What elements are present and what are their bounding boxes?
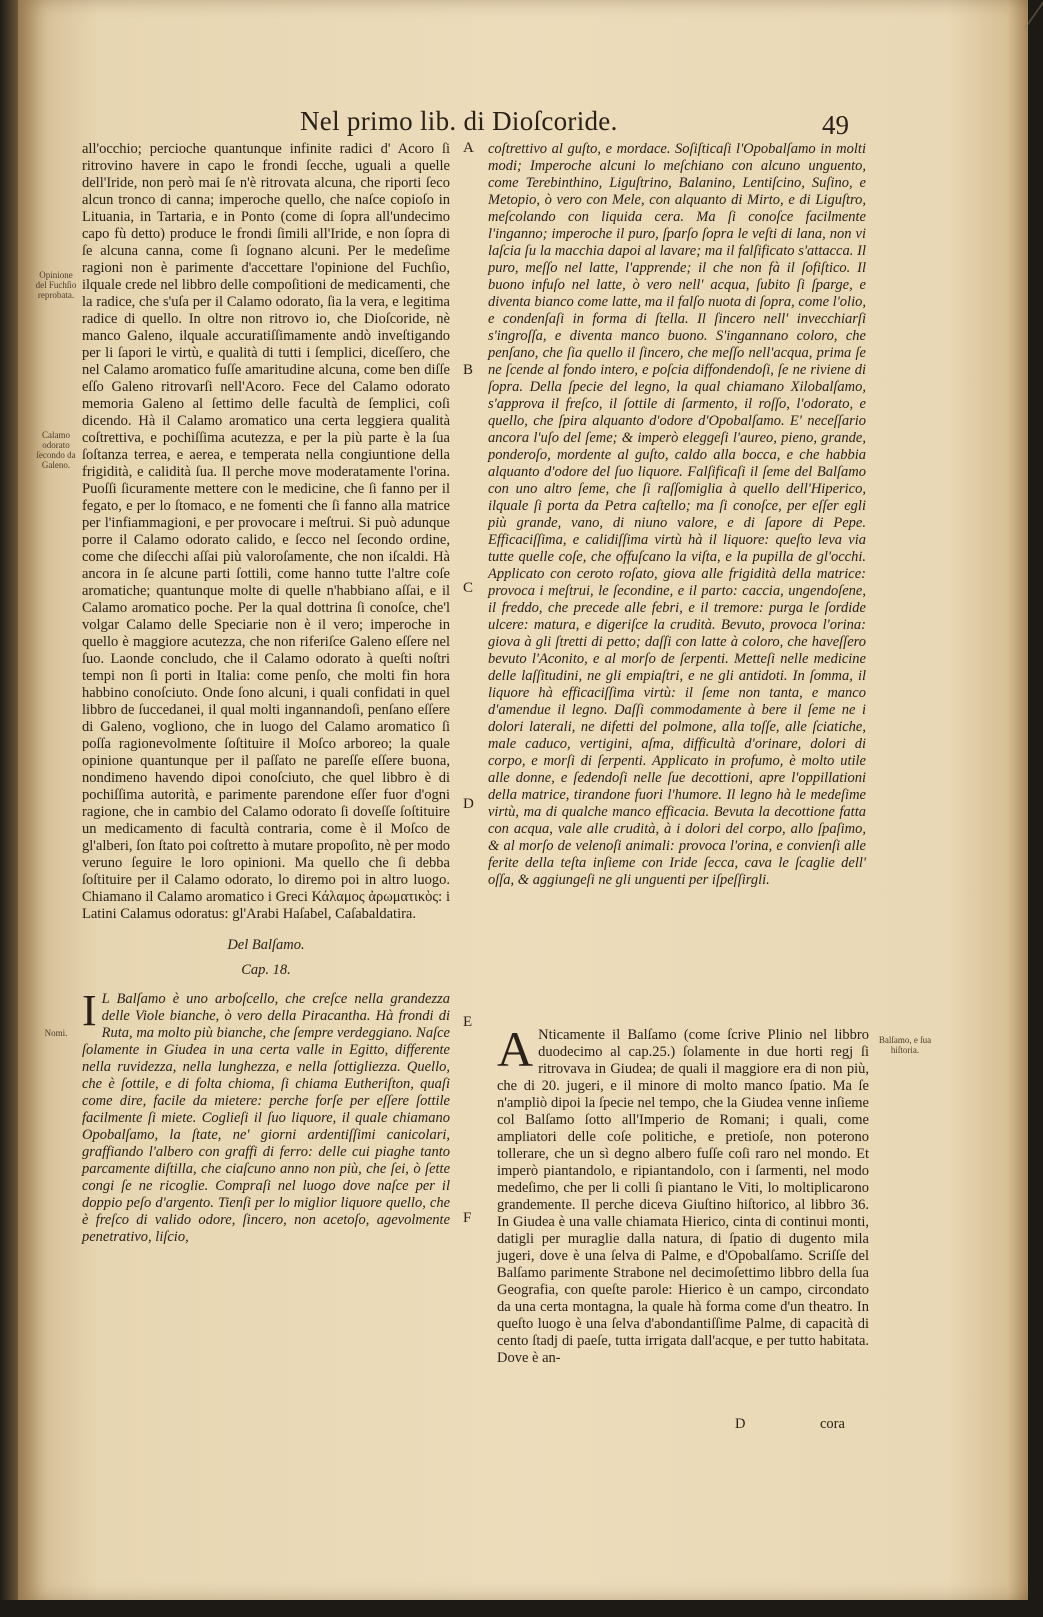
chapter-number: Cap. 18. — [241, 962, 291, 978]
balsamo-body: L Balſamo è uno arboſcello, che creſce nella grandezza delle Viole bianche, ò vero della Piracantha. Hà frondi di Ruta, ma molto più bianche, che ſempre verdeggiano. Naſce ſolamente in Giudea in una certa valle in Egitto, differente nella ruvidezza, nella lunghezza, e nella ſottigliezza. Quello, che è ſottile, e di folta chioma, ſi chiama Eutheriſton, quaſi come dire, facile da mietere: perche forſe per eſſere ſottile facilmente ſi miete. Coglieſi il ſuo liquore, il quale chiamano Opobalſamo, la ſtate, ne' giorni ardentiſſimi canicolari, graffiando l'albero con graffi di ferro: delle cui piaghe tanto parcamente diſtilla, che ciaſcuno anno non più, che ſei, ò ſette congi ſe ne ricoglie. Compraſi nel luogo dove naſce per il doppio peſo d'argento. Tienſi per lo miglior liquore quello, che è freſco di valido odore, ſincero, non acetoſo, agevolmente penetrativo, liſcio, — [82, 991, 450, 1245]
section-letter-f: F — [463, 1210, 472, 1226]
section-letter-a: A — [463, 140, 474, 156]
calamo-text: all'occhio; percioche quantunque infinite radici d' Acoro ſi ritrovino havere in capo le frondi ſecche, uguali a quelle dell'Iride, non però mai ſe n'è ritrovata alcuna, che riporti ſeco alcun tronco di canna; imperoche quello, che naſce copioſo in Lituania, in Tartaria, e in Ponto (come di ſopra all'undecimo capo fù detto) produce le frondi ſimili all'Iride, e non ſopra di ſe alcuna canna, come ſi ſognano alcuni. Per le medeſime ragioni non è parimente d'accettare l'opinione del Fuchſio, ilquale crede nel libbro delle compoſitioni de medicamenti, che la radice, che s'uſa per il Calamo odorato, ſia la vera, e legitima radice di quello. In oltre non ritrovo io, che Dioſcoride, nè manco Galeno, ilquale accuratiſſimamente andò inveſtigando per li ſapori le virtù, e qualità di tutti i ſemplici, diceſſero, che nel Calamo aromatico fuſſe amaritudine alcuna, come ben diſſe eſſo Galeno ritrovarſi nell'Acoro. Fece del Calamo odorato memoria Galeno al ſettimo delle facultà de ſemplici, coſi dicendo. Hà il Calamo aromatico una certa leggiera qualità coſtrettiva, e pochiſſima acutezza, e per la più parte è la ſua ſoſtanza terrea, e aerea, e temperata nella congiuntione della frigidità, e calidità ſua. Il perche move moderatamente l'orina. Puoſſi ſicuramente mettere con le medicine, che ſi fanno per il fegato, e per lo ſtomaco, e ne fomenti che ſi fanno alla matrice per l'infiammagioni, e per provocare i meſtrui. Si può adunque porre il Calamo odorato calido, e ſecco nel ſecondo ordine, come che diſecchi aſſai più valoroſamente, che non iſcaldi. Hà ancora in ſe alcune parti ſottili, come hanno tutte l'altre coſe aromatiche; quantunque molte di quelle n'habbiano aſſai, e il Calamo aromatico poche. Per la qual dottrina ſi conoſce, che'l volgar Calamo delle Speciarie non è il vero; imperoche in quello è maggiore acutezza, che non riferiſce Galeno eſſere nel ſuo. Laonde concludo, che il Calamo odorato à queſti noſtri tempi non ſi porti in Italia: come penſo, che molti fin hora habbino conoſciuto. Onde ſono alcuni, i quali confidati in quel libbro de ſuccedanei, il qual molti ingannandoſi, penſano eſſere di Galeno, vogliono, che in luogo del Calamo aromatico ſi poſſa ragionevolmente ſoſtituire il Moſco arboreo; la quale opinione quantunque per il paſſato ne pareſſe eſſere buona, nondimeno havendo dipoi conoſciuto, che quel libbro è di pochiſſima autorità, e parimente parendone eſſer fuor d'ogni ragione, che in cambio del Calamo odorato ſi doveſſe ſoſtituire un medicamento di facultà contraria, come è il Moſco de gl'alberi, ſon ſtato poi coſtretto à mutare propoſito, nè per modo veruno ſeguire le loro opinioni. Ma quello che ſi debba ſoſtituire per il Calamo odorato, lo diremo poi in altro luogo. Chiamano il Calamo aromatico i Greci Κάλαμος ἀρωματικὸς: i Latini Calamus odoratus: gl'Arabi Haſabel, Caſabaldatira. — [82, 141, 450, 922]
margin-note-calamo: Calamo odorato ſecondo da Galeno. — [36, 430, 76, 470]
catchword: cora — [820, 1416, 845, 1432]
history-text — [497, 1021, 869, 1367]
page-corner-mark — [1002, 0, 1043, 28]
right-column — [488, 141, 866, 889]
section-letter-d: D — [463, 796, 474, 812]
margin-note-nomi: Nomi. — [44, 1028, 68, 1038]
section-letter-b: B — [463, 362, 474, 378]
margin-note-fuchsio: Opinione del Fuchſio reprobata. — [35, 270, 77, 300]
balsamo-text — [82, 986, 450, 1246]
drop-cap-i: I — [82, 986, 97, 1035]
section-letter-c: C — [463, 580, 474, 596]
opobalsamo-text: coſtrettivo al guſto, e mordace. Soſiſticaſi l'Opobalſamo in molti modi; Imperoche alcuni lo meſchiano con alcuno unguento, come Terebinthino, Liguſtrino, Balanino, Lentiſcino, Suſino, e Metopio, ò vero con Mele, con alquanto di Mirto, e di Liguſtro, meſcolando con liquida cera. Ma ſi conoſce facilmente l'inganno; imperoche il puro, ſparſo ſopra le veſti di lana, non vi laſcia ſu la macchia dapoi al lavare; ma il falſificato s'attacca. Il puro, meſſo nel latte, l'apprende; il che non fà il ſofiſtico. Il buono infuſo nel latte, ò vero nell' acqua, ſubito ſi ſparge, e diventa bianco come latte, ma il falſo nuota di ſopra, come l'olio, e condenſaſi in forma di ſtella. Il ſincero nell' invecchiarſi s'ingroſſa, e diventa manco buono. S'ingannano coloro, che penſano, che ſia quello il ſincero, che meſſo nell'acqua, prima ſe ne ſcende al fondo intero, e poſcia diffondendoſi, ſe ne riviene di ſopra. Della ſpecie del legno, la qual chiamano Xilobalſamo, s'approva il freſco, il ſottile di ſarmento, il roſſo, l'odorato, e quello, che ſpira alquanto d'odore d'Opobalſamo. E' neceſſario ancora l'uſo del ſeme; & imperò eleggeſi l'aureo, pieno, grande, ponderoſo, mordente al guſto, caldo alla bocca, e che habbia alquanto d'odore del ſuo liquore. Falſificaſi il ſeme del Balſamo con uno altro ſeme, che ſi raſſomiglia à quello dell'Hiperico, ilquale ſi porta da Petra caſtello; ma ſi conoſce, per eſſer egli più grande, vano, di niuno valore, e di ſapore di Pepe. Efficaciſſima, e calidiſſima virtù hà il liquore: queſto leva via tutte quelle coſe, che offuſcano la viſta, e la pupilla de gl'occhi. Applicato con ceroto roſato, giova alle frigidità della matrice: provoca i meſtrui, le ſecondine, e il parto: caccia, ungendoſene, il freddo, che precede alle febri, e il tremore: purga le ſordide ulcere: matura, e digeriſce la crudità. Bevuto, provoca l'orina: giova à gli ſtretti di petto; daſſi con latte à coloro, che haveſſero bevuto l'Aconito, e al morſo de ſerpenti. Metteſi nelle medicine delle laſſitudini, ne gli empiaſtri, e ne gli antidoti. In ſomma, il liquore hà efficaciſſima virtù: il ſeme non tanta, e manco d'amendue il legno. Daſſi commodamente à bere il ſeme ne i dolori laterali, ne difetti del polmone, alla toſſe, alle ſciatiche, male caduco, vertigini, aſma, difficultà d'orinare, dolori di corpo, e morſi di ſerpenti. Applicato in profumo, è molto utile alle donne, e ſedendoſi nelle ſue decottioni, apre l'oppillationi della matrice, tirandone fuori l'humore. Il legno hà le medeſime virtù, ma di qualche manco efficacia. Bevuta la decottione fatta con acqua, vale alle crudità, à i dolori del corpo, allo ſpaſimo, & al morſo de velenoſi animali: provoca l'orina, e convienſi alle ferite della teſta inſieme con Iride ſecca, cava le ſcaglie dell' oſſa, & aggiungeſi ne gli unguenti per iſpeſſirgli. — [488, 141, 866, 888]
page-number: 49 — [822, 110, 849, 140]
bottom-shadow — [0, 1600, 1043, 1617]
left-column — [82, 141, 450, 1246]
margin-note-balsamo: Balſamo, e ſua hiſtoria. — [878, 1035, 932, 1055]
section-title: Del Balſamo. — [227, 937, 305, 953]
history-body: Nticamente il Balſamo (come ſcrive Plinio nel libbro duodecimo al cap.25.) ſolamente in due horti regj ſi ritrovava in Giudea; de quali il maggiore era di non più, che di 20. jugeri, e il minore di molto manco ſpatio. Ma ſe n'ampliò dipoi la ſpecie nel tempo, che la Giudea venne inſieme col Balſamo ſotto all'Imperio de Romani; i quali, come ampliatori delle coſe politiche, e pretioſe, non poterono tollerare, che un sì degno albero fuſſe coſi raro nel mondo. Et imperò piantandolo, e ripiantandolo, con i ſarmenti, nel modo medeſimo, che per li colli ſi piantano le Viti, lo moltiplicarono grandemente. Il perche diceva Giuſtino hiſtorico, al libbro 36. In Giudea è una valle chiamata Hierico, cinta di continui monti, datigli per muraglie dalla natura, di ſpatio di dugento mila jugeri, dove è una ſelva di Palme, e d'Opobalſamo. Scriſſe del Balſamo parimente Strabone nel decimoſettimo libbro della ſua Geografia, con queſte parole: Hierico è un campo, circondato da una certa montagna, la quale hà forma come d'un theatro. In queſto luogo è una ſelva d'abondantiſſime Palme, di capacità di cento ſtadj di paeſe, tutta irrigata dall'acque, e per tutto habitata. Dove è an- — [497, 1027, 869, 1366]
running-title: Nel primo lib. di Dioſcoride. — [300, 106, 618, 136]
section-letter-e: E — [463, 1014, 473, 1030]
signature-mark: D — [735, 1416, 746, 1432]
drop-cap-a: A — [497, 1021, 534, 1077]
book-gutter — [0, 0, 18, 1617]
right-column-history — [497, 1021, 869, 1367]
